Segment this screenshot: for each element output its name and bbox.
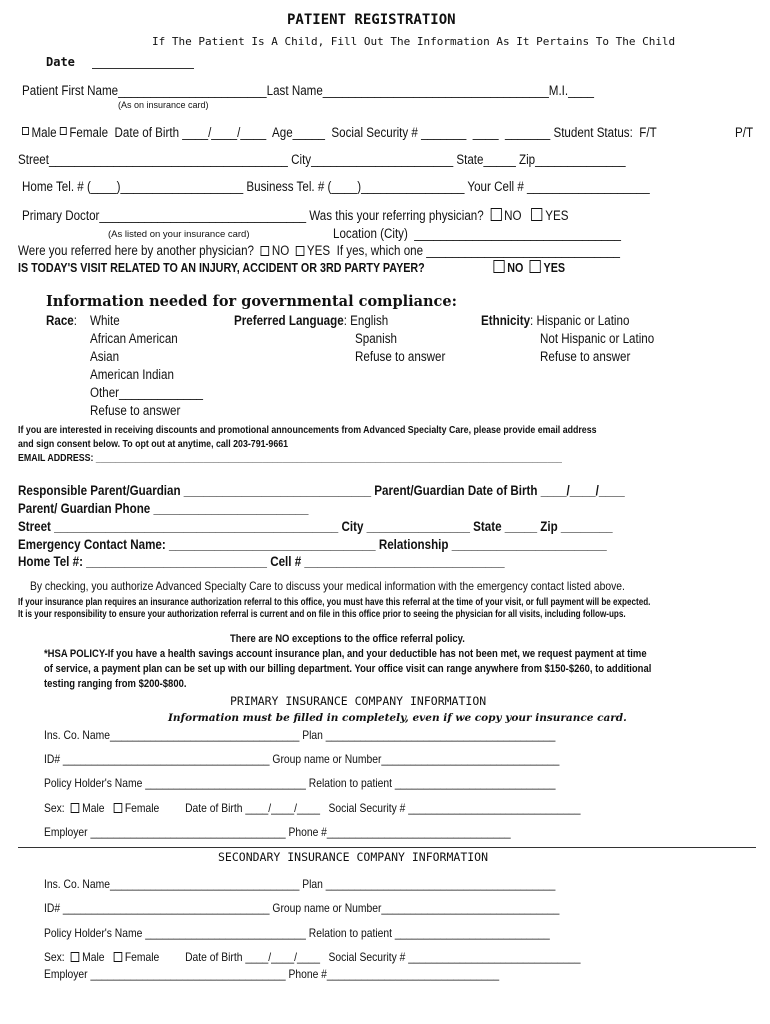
primary-holder-line[interactable]: Policy Holder's Name ____________________________ Relation to patient ____________________________ <box>44 776 556 790</box>
location-line[interactable]: Location (City) ________________________________ <box>333 226 621 241</box>
race-option[interactable]: African American <box>90 331 178 346</box>
ethnicity-option[interactable]: Not Hispanic or Latino <box>540 331 655 346</box>
ethnicity-option[interactable]: Refuse to answer <box>540 349 631 364</box>
emergency-phone-line[interactable]: Home Tel #: ____________________________ Cell # _______________________________ <box>18 554 505 569</box>
injury-question: IS TODAY'S VISIT RELATED TO AN INJURY, ACCIDENT OR 3RD PARTY PAYER? <box>18 261 425 275</box>
street-line[interactable]: Street_____________________________________ City______________________ State_____ Zip______________ <box>18 152 626 167</box>
referred-line: Were you referred here by another physician? NO YES If yes, which one ______________________________ <box>18 243 621 258</box>
email-info-1: If you are interested in receiving discounts and promotional announcements from Advanced Specialty Care, please provide email address <box>18 424 597 436</box>
secondary-dob-ssn-line[interactable]: Date of Birth ____/____/____ Social Security # ______________________________ <box>185 950 581 964</box>
race-option[interactable]: Asian <box>90 349 120 364</box>
student-pt-label: P/T <box>735 125 754 140</box>
female-checkbox[interactable] <box>60 127 67 135</box>
doctor-field[interactable]: Primary Doctor________________________________ Was this your referring physician? <box>22 208 484 223</box>
page-title: PATIENT REGISTRATION <box>287 12 456 28</box>
referral-policy-1: If your insurance plan requires an insurance authorization referral to this office, you must have this referral at the time of your visit, or full payment will be expected. <box>18 597 651 608</box>
primary-sex-line: Sex: Male Female Date of Birth ____/____/____ Social Security # ______________________________ <box>44 801 581 815</box>
injury-no-checkbox[interactable] <box>493 260 504 273</box>
race-option[interactable]: Refuse to answer <box>90 403 181 418</box>
hsa-policy-3: testing ranging from $200-$800. <box>44 678 187 690</box>
guardian-address-line[interactable]: Street ____________________________________________ City ________________ State _____ Zip ________ <box>18 519 613 534</box>
language-option[interactable]: Refuse to answer <box>355 349 446 364</box>
primary-employer-line[interactable]: Employer __________________________________ Phone #________________________________ <box>44 825 511 839</box>
secondary-ins-co-line[interactable]: Ins. Co. Name_________________________________ Plan ________________________________________ <box>44 877 556 891</box>
male-checkbox[interactable] <box>22 127 29 135</box>
injury-options: NO YES <box>490 260 565 275</box>
ethnicity-option[interactable]: Hispanic or Latino <box>536 313 630 328</box>
no-exceptions-text: There are NO exceptions to the office referral policy. <box>230 633 465 645</box>
guardian-phone-line[interactable]: Parent/ Guardian Phone ________________________ <box>18 501 309 516</box>
name-note: (As on insurance card) <box>118 100 209 110</box>
race-label: Race: <box>46 313 78 328</box>
language-option[interactable]: Spanish <box>355 331 397 346</box>
primary-id-line[interactable]: ID# ____________________________________ Group name or Number_______________________________ <box>44 752 560 766</box>
primary-insurance-note: Information must be filled in completely, even if we copy your insurance card. <box>168 712 627 724</box>
emergency-contact-line[interactable]: Emergency Contact Name: ________________________________ Relationship ________________________ <box>18 537 607 552</box>
consent-text: By checking, you authorize Advanced Specialty Care to discuss your medical information with the emergency contact listed above. <box>30 579 625 593</box>
dob-ssn-fields[interactable]: Date of Birth ____/____/____ Age_____ Social Security # _______ ____ _______ Student Status: F/T <box>114 125 657 140</box>
referred-yes-checkbox[interactable] <box>296 246 305 256</box>
primary-male-checkbox[interactable] <box>71 803 80 813</box>
phone-line[interactable]: Home Tel. # (____)___________________ Business Tel. # (____)________________ Your Cell # ___________________ <box>22 179 650 194</box>
primary-dob-ssn-line[interactable]: Date of Birth ____/____/____ Social Security # ______________________________ <box>185 801 581 815</box>
hsa-policy-2: of service, a payment plan can be set up with our billing department. Your office visit can range anywhere from $150-$260, to additional <box>44 663 652 675</box>
referring-no-checkbox[interactable] <box>490 208 501 221</box>
email-info-2: and sign consent below. To opt out at anytime, call 203-791-9661 <box>18 438 289 450</box>
secondary-sex-line: Sex: Male Female Date of Birth ____/____/____ Social Security # ______________________________ <box>44 950 581 964</box>
primary-female-checkbox[interactable] <box>114 803 123 813</box>
secondary-id-line[interactable]: ID# ____________________________________ Group name or Number_______________________________ <box>44 901 560 915</box>
secondary-insurance-heading: SECONDARY INSURANCE COMPANY INFORMATION <box>218 850 489 864</box>
race-option[interactable]: American Indian <box>90 367 174 382</box>
secondary-female-checkbox[interactable] <box>114 952 123 962</box>
primary-insurance-heading: PRIMARY INSURANCE COMPANY INFORMATION <box>230 694 487 708</box>
date-field[interactable] <box>92 68 194 69</box>
guardian-line[interactable]: Responsible Parent/Guardian _____________________________ Parent/Guardian Date of Birth ____/____/____ <box>18 483 625 498</box>
secondary-male-checkbox[interactable] <box>71 952 80 962</box>
secondary-holder-line[interactable]: Policy Holder's Name ____________________________ Relation to patient ___________________________ <box>44 926 550 940</box>
secondary-employer-line[interactable]: Employer __________________________________ Phone #______________________________ <box>44 967 500 981</box>
doctor-note: (As listed on your insurance card) <box>108 229 250 240</box>
primary-ins-co-line[interactable]: Ins. Co. Name_________________________________ Plan ________________________________________ <box>44 728 556 742</box>
race-option[interactable]: White <box>90 313 120 328</box>
patient-name-line[interactable]: Patient First Name_______________________Last Name___________________________________M.I.____ <box>22 83 594 98</box>
date-label: Date <box>46 55 75 69</box>
language-option[interactable]: English <box>350 313 389 328</box>
language-label: Preferred Language: English <box>234 313 389 328</box>
doctor-line: Primary Doctor________________________________ Was this your referring physician? NO YES <box>22 208 569 223</box>
referred-which-field[interactable]: If yes, which one ______________________________ <box>336 243 621 258</box>
section-divider <box>18 847 756 848</box>
page-subtitle: If The Patient Is A Child, Fill Out The Information As It Pertains To The Child <box>152 35 676 48</box>
referral-policy-2: It is your responsibility to ensure your authorization referral is current and on file in this office prior to seeing the physician for all visits, including follow-ups. <box>18 609 626 620</box>
gender-dob-line: Male Female Date of Birth ____/____/____ Age_____ Social Security # _______ ____ _______ Student Status: F/T <box>22 126 657 140</box>
referring-yes-checkbox[interactable] <box>531 208 542 221</box>
race-option[interactable]: Other_____________ <box>90 385 203 400</box>
ethnicity-label: Ethnicity: Hispanic or Latino <box>481 313 630 328</box>
hsa-policy-1: *HSA POLICY-If you have a health savings account insurance plan, and your deductible has not been met, we request payment at time <box>44 648 647 660</box>
email-field[interactable]: EMAIL ADDRESS: _______________________________________________________________________________________________ <box>18 452 562 464</box>
referred-no-checkbox[interactable] <box>261 246 270 256</box>
injury-yes-checkbox[interactable] <box>530 260 541 273</box>
compliance-heading: Information needed for governmental compliance: <box>46 293 457 310</box>
